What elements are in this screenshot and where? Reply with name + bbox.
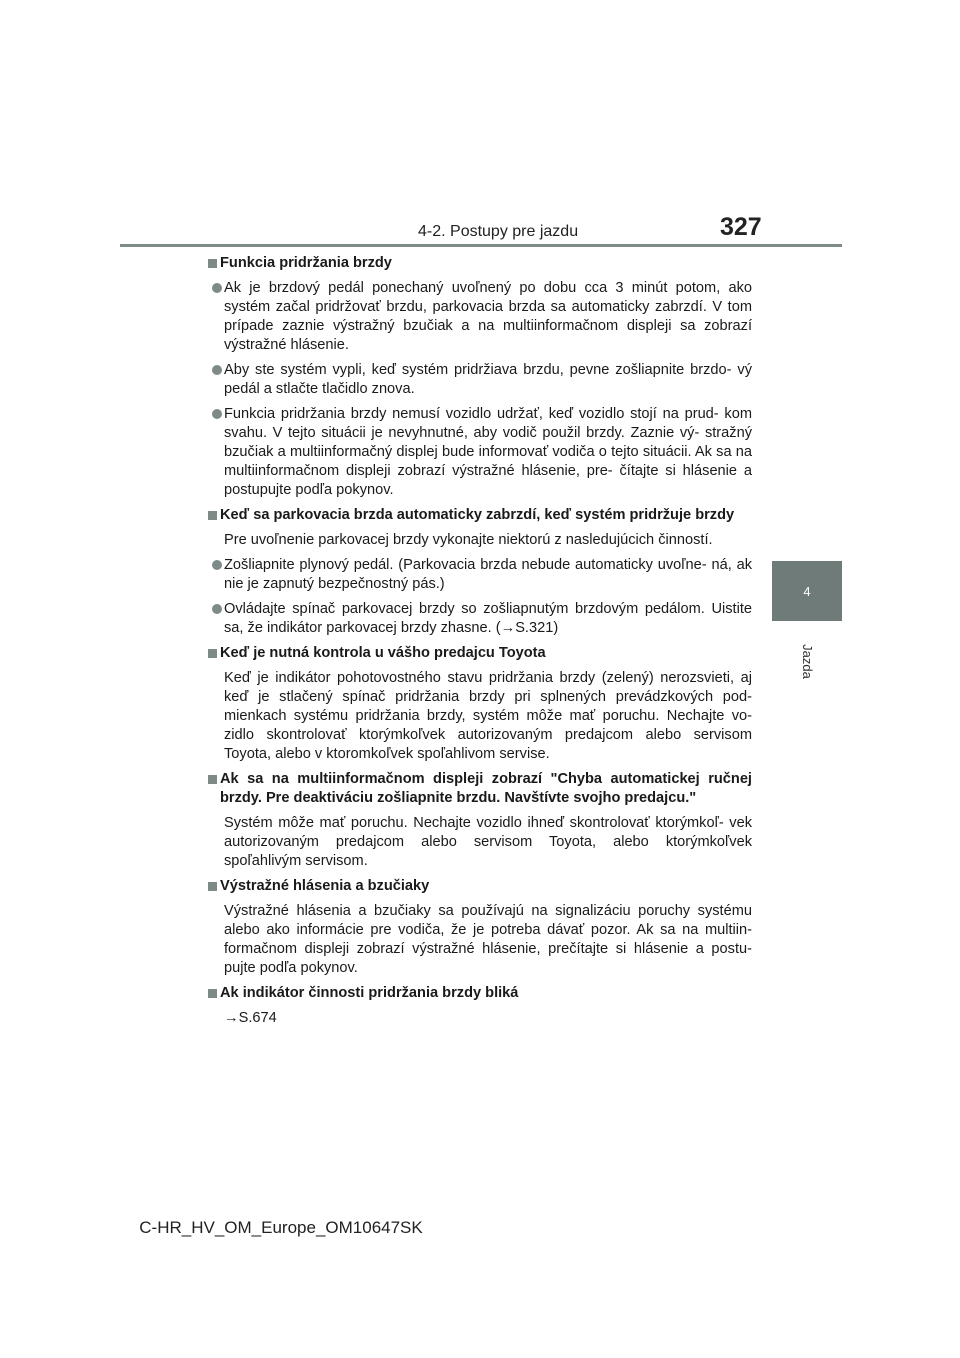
section-heading — [208, 770, 752, 808]
bullet-text: Funkcia pridržania brzdy nemusí vozidlo udržať, keď vozidlo stojí na prud- kom svahu. V tejto situácii je nevyhnutné, aby vodič použil brzdy. Zaznie vý- stražný bzučiak a multiinformačný displej bude informovať vodiča o tejto situácii. Ak sa na multiinformačnom displeji zobrazí výstražné hlásenie, pre- čítajte si hlásenie a postupujte podľa pokynov. — [224, 406, 752, 498]
header-divider — [120, 244, 842, 247]
section-heading — [208, 254, 752, 273]
square-bullet-icon — [208, 511, 217, 520]
square-bullet-icon — [208, 989, 217, 998]
square-bullet-icon — [208, 259, 217, 268]
page-number: 327 — [720, 213, 762, 241]
heading-text: Ak indikátor činnosti pridržania brzdy bliká — [220, 985, 519, 1001]
section-heading — [208, 506, 752, 525]
heading-text: Výstražné hlásenia a bzučiaky — [220, 878, 430, 894]
bullet-text[interactable]: Ovládajte spínač parkovacej brzdy so zošliapnutým brzdovým pedálom. Uistite sa, že indikátor parkovacej brzdy zhasne. (→S.321) — [224, 601, 752, 636]
chapter-tab-label: Jazda — [799, 643, 815, 679]
heading-text: Funkcia pridržania brzdy — [220, 255, 392, 271]
bullet-item — [208, 361, 752, 399]
section-heading — [208, 984, 752, 1003]
circle-bullet-icon — [212, 560, 222, 570]
paragraph: Pre uvoľnenie parkovacej brzdy vykonajte niektorú z nasledujúcich činností. — [224, 532, 713, 548]
bullet-text: Aby ste systém vypli, keď systém pridržiava brzdu, pevne zošliapnite brzdo- vý pedál a stlačte tlačidlo znova. — [224, 362, 752, 397]
square-bullet-icon — [208, 882, 217, 891]
bullet-item — [208, 279, 752, 355]
bullet-item — [208, 556, 752, 594]
bullet-item — [208, 405, 752, 500]
paragraph: Systém môže mať poruchu. Nechajte vozidlo ihneď skontrolovať ktorýmkoľ- vek autorizovaným predajcom alebo servisom Toyota, alebo ktorýmkoľvek spoľahlivým servisom. — [224, 815, 752, 869]
circle-bullet-icon — [212, 604, 222, 614]
section-heading — [208, 877, 752, 896]
page-reference-link[interactable]: →S.674 — [224, 1010, 277, 1026]
heading-text: Keď je nutná kontrola u vášho predajcu Toyota — [220, 645, 546, 661]
bullet-text: Ak je brzdový pedál ponechaný uvoľnený po dobu cca 3 minút potom, ako systém začal pridržovať brzdu, parkovacia brzda sa automaticky zabrzdí. V tom prípade zaznie výstražný bzučiak a na multiinformačnom displeji sa zobrazí výstražné hlásenie. — [224, 280, 752, 353]
chapter-tab-label-box[interactable] — [772, 622, 842, 700]
main-content — [208, 254, 752, 1034]
square-bullet-icon — [208, 649, 217, 658]
paragraph: Keď je indikátor pohotovostného stavu pridržania brzdy (zelený) nerozsvieti, aj keď je stlačený spínač pridržania brzdy pri splnených prevádzkových pod- mienkach systému pridržania brzdy, systém môže mať poruchu. Nechajte vo- zidlo skontrolovať ktorýmkoľvek autorizovaným predajcom alebo servisom Toyota, alebo v ktoromkoľvek spoľahlivom servise. — [224, 670, 752, 762]
square-bullet-icon — [208, 775, 217, 784]
heading-text: Ak sa na multiinformačnom displeji zobrazí "Chyba automatickej ručnej brzdy. Pre deaktiváciu zošliapnite brzdu. Navštívte svojho predajcu." — [220, 771, 752, 806]
bullet-item — [208, 600, 752, 638]
bullet-text: Zošliapnite plynový pedál. (Parkovacia brzda nebude automaticky uvoľne- ná, ak nie je zapnutý bezpečnostný pás.) — [224, 557, 752, 592]
chapter-tab-number[interactable]: 4 — [772, 561, 842, 621]
heading-text: Keď sa parkovacia brzda automaticky zabrzdí, keď systém pridržuje brzdy — [220, 507, 735, 523]
document-code: C-HR_HV_OM_Europe_OM10647SK — [139, 1218, 423, 1237]
section-title: 4-2. Postupy pre jazdu — [418, 223, 579, 240]
section-heading — [208, 644, 752, 663]
paragraph: Výstražné hlásenia a bzučiaky sa používajú na signalizáciu poruchy systému alebo ako informácie pre vodiča, že je potreba dávať pozor. Ak sa na multiin- formačnom displeji zobrazí výstražné hlásenie, prečítajte si hlásenie a postu- pujte podľa pokynov. — [224, 903, 752, 976]
circle-bullet-icon — [212, 365, 222, 375]
circle-bullet-icon — [212, 409, 222, 419]
circle-bullet-icon — [212, 283, 222, 293]
